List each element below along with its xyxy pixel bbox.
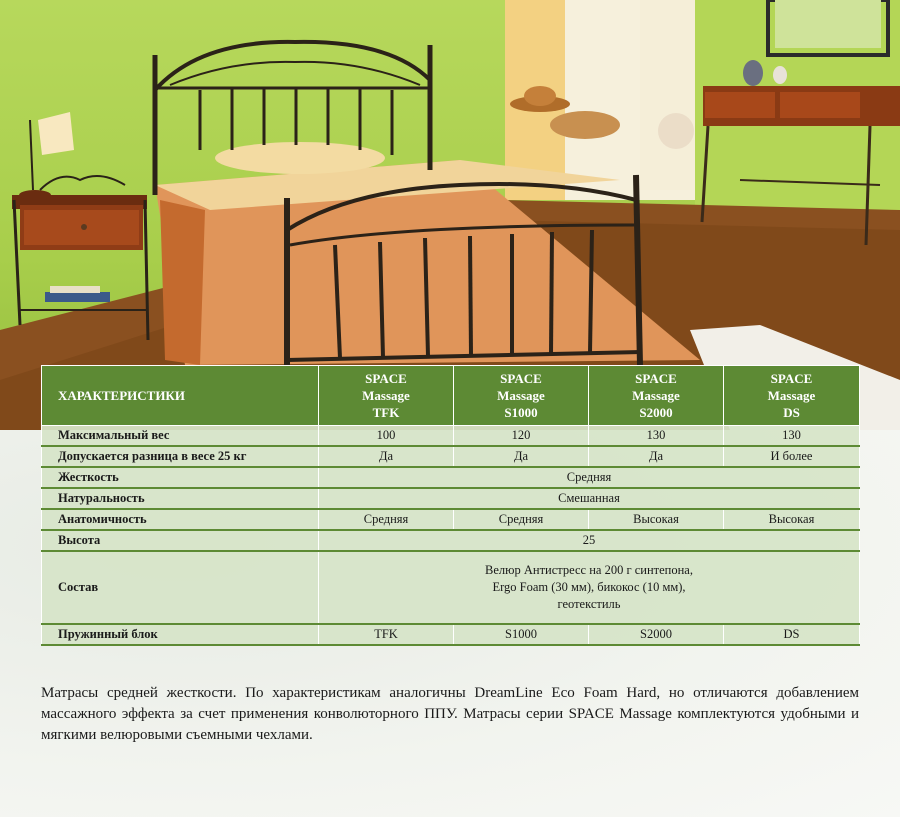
row-label: Допускается разница в весе 25 кг: [42, 446, 319, 467]
header-model-ds: SPACE Massage DS: [724, 366, 860, 426]
cell-value: 25: [319, 530, 860, 551]
row-anatomic: [42, 509, 860, 530]
row-firmness: [42, 467, 860, 488]
row-label: Натуральность: [42, 488, 319, 509]
header-model-s1000: SPACE Massage S1000: [454, 366, 589, 426]
row-weight-diff: [42, 446, 860, 467]
cell-value: 130: [724, 426, 860, 447]
cell-value: Смешанная: [319, 488, 860, 509]
row-label: Высота: [42, 530, 319, 551]
row-label: Жесткость: [42, 467, 319, 488]
row-label: Состав: [42, 551, 319, 624]
row-height: [42, 530, 860, 551]
cell-value: Средняя: [454, 509, 589, 530]
cell-composition: Велюр Антистресс на 200 г синтепона, Ergo Foam (30 мм), бикокос (10 мм), геотекстиль: [319, 551, 860, 624]
row-label: Анатомичность: [42, 509, 319, 530]
cell-value: Средняя: [319, 467, 860, 488]
cell-value: Да: [319, 446, 454, 467]
cell-value: DS: [724, 624, 860, 645]
cell-value: Высокая: [589, 509, 724, 530]
row-naturalness: [42, 488, 860, 509]
cell-value: Средняя: [319, 509, 454, 530]
cell-value: 120: [454, 426, 589, 447]
row-max-weight: [42, 426, 860, 447]
row-label: Пружинный блок: [42, 624, 319, 645]
row-spring-block: [42, 624, 860, 645]
cell-value: Да: [589, 446, 724, 467]
cell-value: Да: [454, 446, 589, 467]
cell-value: S2000: [589, 624, 724, 645]
description-paragraph: Матрасы средней жесткости. По характеристикам аналогичны DreamLine Eco Foam Hard, но отличаются добавлением массажного эффекта за счет применения конволюторного ППУ. Матрасы серии SPACE Massage комплектуются удобными и мягкими велюровыми съемными чехлами.: [41, 685, 859, 743]
cell-value: И более: [724, 446, 860, 467]
cell-value: S1000: [454, 624, 589, 645]
row-composition: [42, 551, 860, 624]
cell-value: 130: [589, 426, 724, 447]
header-characteristics: ХАРАКТЕРИСТИКИ: [42, 366, 319, 426]
characteristics-table: [41, 365, 860, 646]
cell-value: TFK: [319, 624, 454, 645]
cell-value: 100: [319, 426, 454, 447]
cell-value: Высокая: [724, 509, 860, 530]
table-header-row: [42, 366, 860, 426]
row-label: Максимальный вес: [42, 426, 319, 447]
header-model-tfk: SPACE Massage TFK: [319, 366, 454, 426]
header-model-s2000: SPACE Massage S2000: [589, 366, 724, 426]
